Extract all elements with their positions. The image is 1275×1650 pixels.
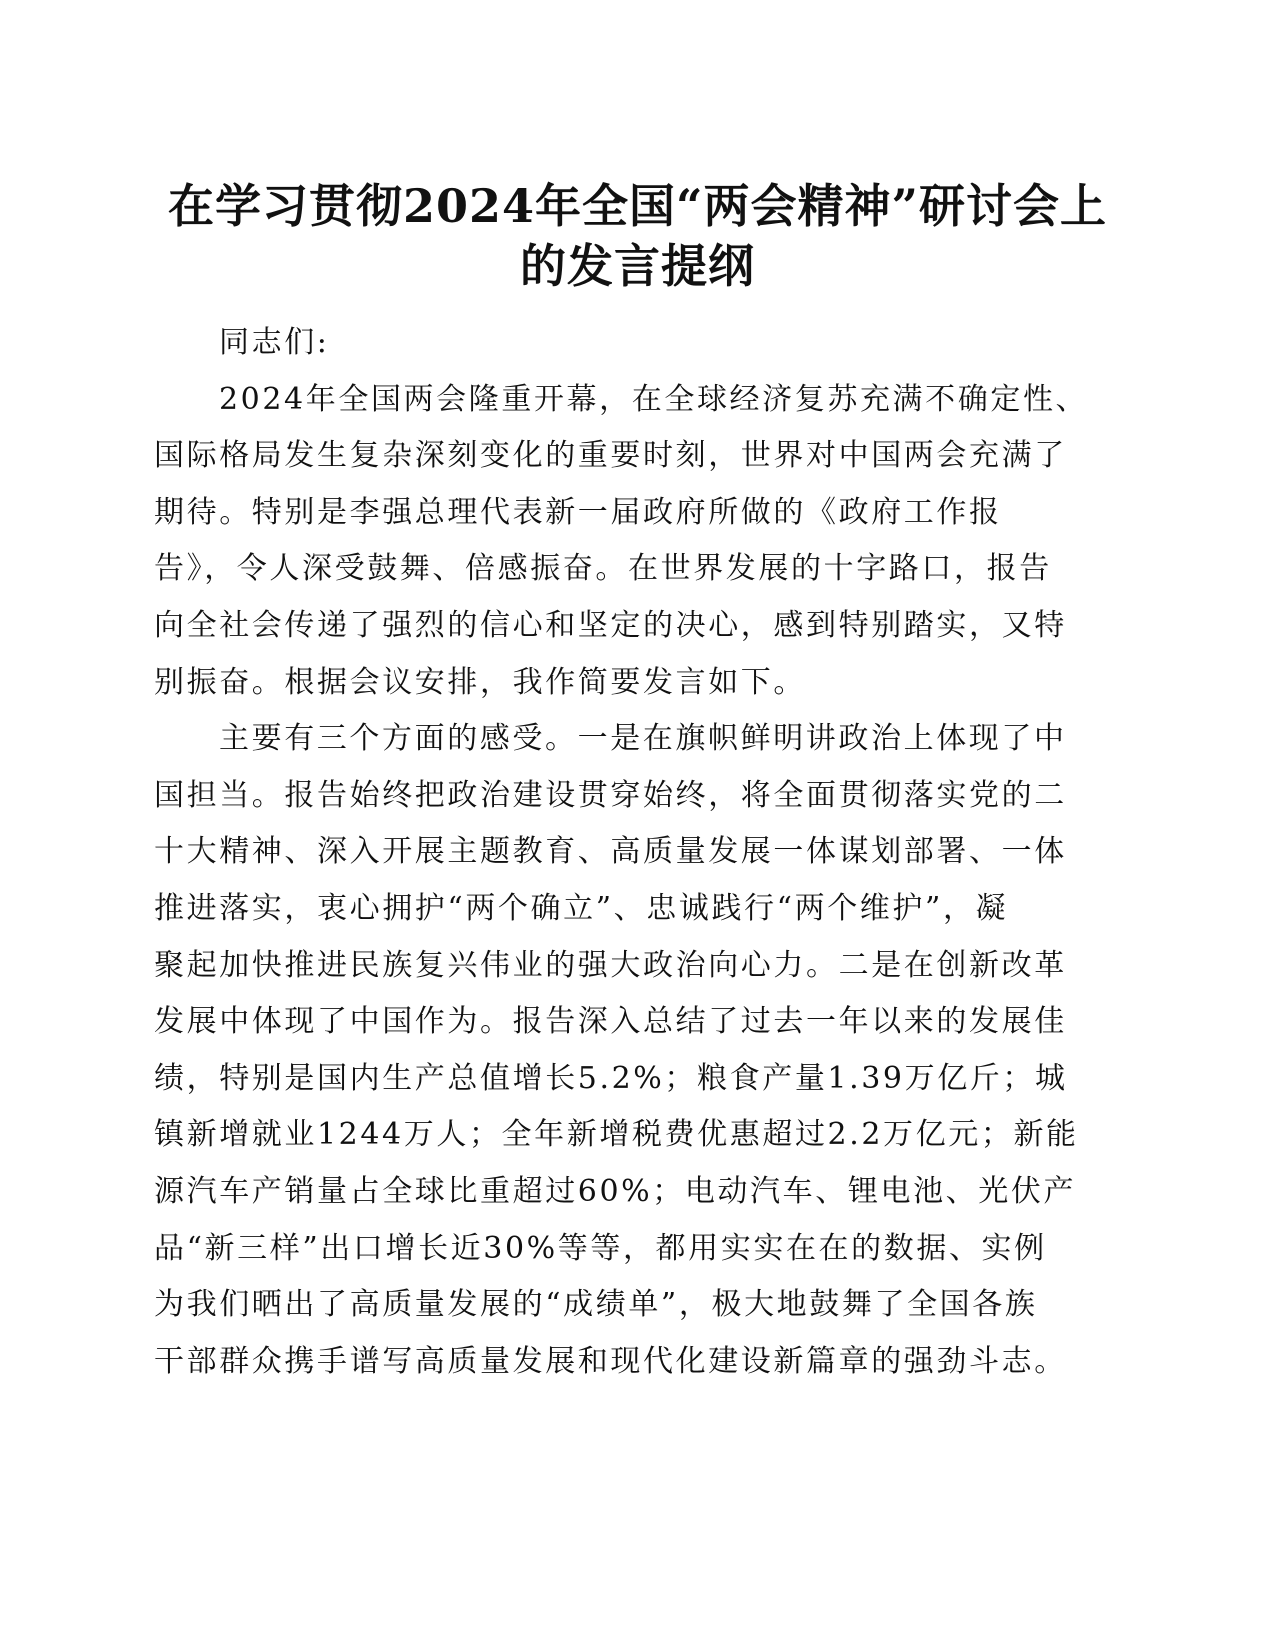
body-line: 推进落实，衷心拥护“两个确立”、忠诚践行“两个维护”，凝 — [154, 890, 1009, 926]
document-body — [154, 315, 1089, 1390]
body-line: 绩，特别是国内生产总值增长5.2%；粮食产量1.39万亿斤；城 — [154, 1060, 1068, 1096]
body-line: 国际格局发生复杂深刻变化的重要时刻，世界对中国两会充满了 — [154, 438, 1067, 474]
title-line-2: 的发言提纲 — [520, 239, 755, 293]
body-line: 源汽车产销量占全球比重超过60%；电动汽车、锂电池、光伏产 — [154, 1173, 1077, 1209]
body-line: 为我们晒出了高质量发展的“成绩单”，极大地鼓舞了全国各族 — [154, 1287, 1038, 1323]
document-title — [120, 176, 1155, 296]
body-line: 国担当。报告始终把政治建设贯穿始终，将全面贯彻落实党的二 — [154, 777, 1067, 813]
body-line: 期待。特别是李强总理代表新一届政府所做的《政府工作报 — [154, 494, 1002, 530]
body-line: 干部群众携手谱写高质量发展和现代化建设新篇章的强劲斗志。 — [154, 1343, 1067, 1379]
body-line: 告》，令人深受鼓舞、倍感振奋。在世界发展的十字路口，报告 — [154, 551, 1052, 587]
body-line: 别振奋。根据会议安排，我作简要发言如下。 — [154, 664, 806, 700]
body-line: 十大精神、深入开展主题教育、高质量发展一体谋划部署、一体 — [154, 834, 1067, 870]
body-line: 品“新三样”出口增长近30%等等，都用实实在在的数据、实例 — [154, 1230, 1047, 1266]
body-line: 2024年全国两会隆重开幕，在全球经济复苏充满不确定性、 — [219, 381, 1089, 417]
body-line: 向全社会传递了强烈的信心和坚定的决心，感到特别踏实，又特 — [154, 607, 1067, 643]
body-line: 发展中体现了中国作为。报告深入总结了过去一年以来的发展佳 — [154, 1004, 1067, 1040]
title-line-1: 在学习贯彻2024年全国“两会精神”研讨会上 — [168, 179, 1107, 233]
body-line: 镇新增就业1244万人；全年新增税费优惠超过2.2万亿元；新能 — [154, 1117, 1079, 1153]
body-line: 主要有三个方面的感受。一是在旗帜鲜明讲政治上体现了中 — [219, 721, 1067, 757]
body-line: 聚起加快推进民族复兴伟业的强大政治向心力。二是在创新改革 — [154, 947, 1067, 983]
salutation: 同志们: — [219, 325, 330, 360]
